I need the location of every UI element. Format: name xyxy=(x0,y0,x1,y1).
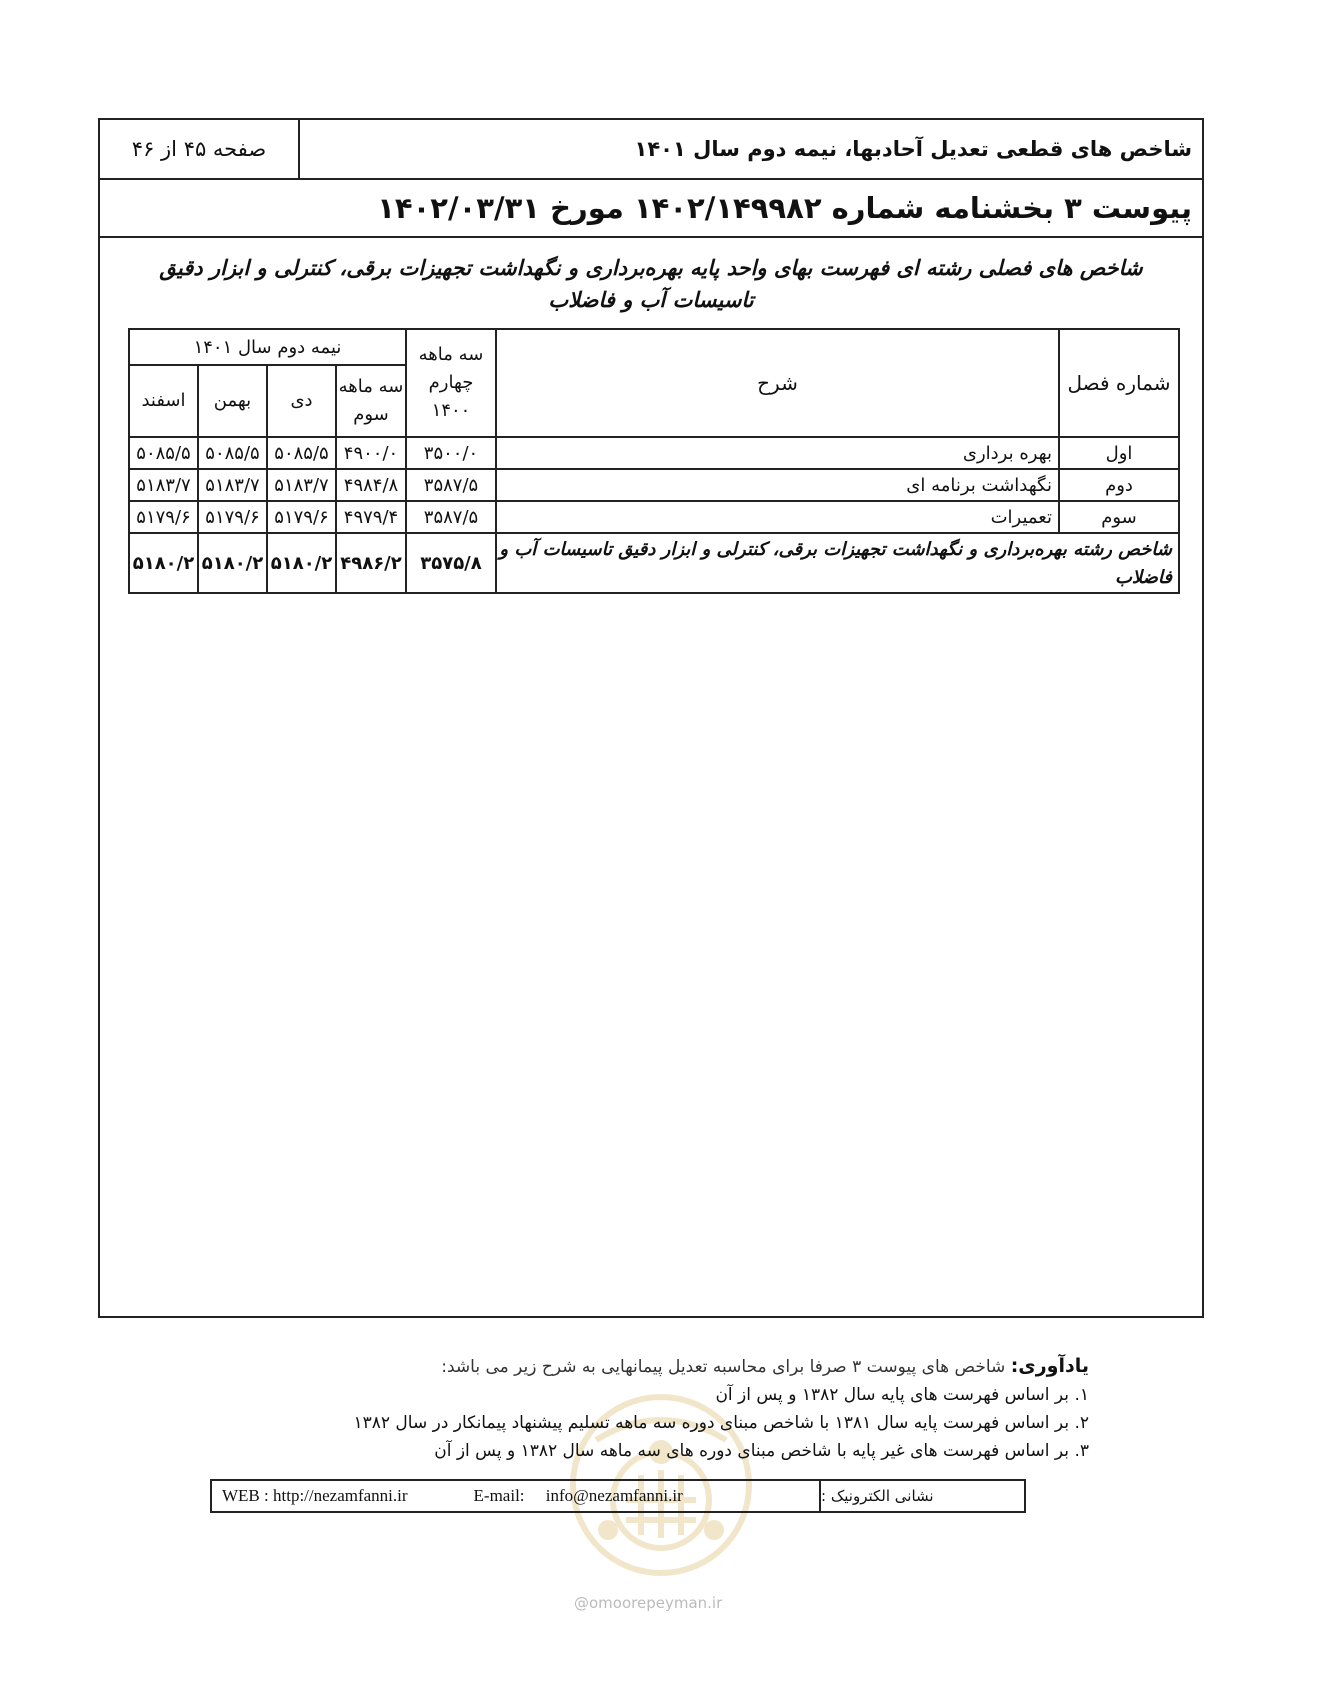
cell-esfand: ۵۱۸۳/۷ xyxy=(129,469,198,501)
header-esfand: اسفند xyxy=(129,365,198,437)
cell-q3: ۴۹۰۰/۰ xyxy=(336,437,406,469)
cell-q3: ۴۹۸۴/۸ xyxy=(336,469,406,501)
circular-title: پیوست ۳ بخشنامه شماره ۱۴۰۲/۱۴۹۹۸۲ مورخ ۱۴۰۲/۰۳/۳۱ xyxy=(100,180,1202,238)
cell-q4-1400: ۳۵۸۷/۵ xyxy=(406,469,496,501)
cell-dey: ۵۰۸۵/۵ xyxy=(267,437,336,469)
cell-dey: ۵۱۷۹/۶ xyxy=(267,501,336,533)
cell-chapter: دوم xyxy=(1059,469,1179,501)
cell-q4-1400: ۳۵۰۰/۰ xyxy=(406,437,496,469)
contact-box xyxy=(210,1479,1026,1513)
website-link[interactable]: WEB : http://nezamfanni.ir xyxy=(222,1486,408,1505)
watermark-site: @omoorepeyman.ir xyxy=(574,1594,723,1612)
header-chapter: شماره فصل xyxy=(1059,329,1179,437)
total-q4-1400: ۳۵۷۵/۸ xyxy=(406,533,496,593)
document-title: شاخص های قطعی تعدیل آحادبها، نیمه دوم سال ۱۴۰۱ xyxy=(634,137,1192,161)
cell-bahman: ۵۱۸۳/۷ xyxy=(198,469,267,501)
cell-bahman: ۵۰۸۵/۵ xyxy=(198,437,267,469)
cell-description: نگهداشت برنامه ای xyxy=(496,469,1059,501)
contact-links xyxy=(212,1481,819,1511)
header-q3: سه ماهه سوم xyxy=(336,365,406,437)
section-title-line2: تاسیسات آب و فاضلاب xyxy=(548,288,754,312)
table-row xyxy=(129,469,1179,501)
table-total-row xyxy=(129,533,1179,593)
notes-lead: یادآوری: xyxy=(1010,1355,1089,1377)
total-esfand: ۵۱۸۰/۲ xyxy=(129,533,198,593)
page-frame xyxy=(98,118,1204,1318)
table-header-row xyxy=(129,329,1179,365)
email-link[interactable]: info@nezamfanni.ir xyxy=(545,1486,683,1505)
email-label: E-mail: xyxy=(473,1486,525,1505)
notes-section xyxy=(269,1352,1089,1465)
notes-intro: شاخص های پیوست ۳ صرفا برای محاسبه تعدیل پیمانهایی به شرح زیر می باشد: xyxy=(441,1357,1006,1377)
email-group xyxy=(474,1486,683,1506)
section-title xyxy=(130,252,1172,316)
cell-dey: ۵۱۸۳/۷ xyxy=(267,469,336,501)
header-bahman: بهمن xyxy=(198,365,267,437)
cell-esfand: ۵۱۷۹/۶ xyxy=(129,501,198,533)
section-title-line1: شاخص های فصلی رشته ای فهرست بهای واحد پایه بهره‌برداری و نگهداشت تجهیزات برقی، کنترلی و ابزار دقیق xyxy=(159,256,1143,280)
note-item: ۳. بر اساس فهرست های غیر پایه با شاخص مبنای دوره های سه ماهه سال ۱۳۸۲ و پس از آن xyxy=(434,1441,1089,1461)
index-table-wrapper xyxy=(128,328,1180,594)
cell-chapter: سوم xyxy=(1059,501,1179,533)
cell-bahman: ۵۱۷۹/۶ xyxy=(198,501,267,533)
table-row xyxy=(129,501,1179,533)
cell-q3: ۴۹۷۹/۴ xyxy=(336,501,406,533)
header-dey: دی xyxy=(267,365,336,437)
total-dey: ۵۱۸۰/۲ xyxy=(267,533,336,593)
header-q4-1400: سه ماهه چهارم ۱۴۰۰ xyxy=(406,329,496,437)
header-half-1401: نیمه دوم سال ۱۴۰۱ xyxy=(129,329,406,365)
total-q3: ۴۹۸۶/۲ xyxy=(336,533,406,593)
total-description: شاخص رشته بهره‌برداری و نگهداشت تجهیزات برقی، کنترلی و ابزار دقیق تاسیسات آب و فاضلاب xyxy=(496,533,1179,593)
contact-label: نشانی الکترونیک : xyxy=(819,1481,1024,1511)
note-item: ۲. بر اساس فهرست پایه سال ۱۳۸۱ با شاخص مبنای دوره سه ماهه تسلیم پیشنهاد پیمانکار در سال ۱۳۸۲ xyxy=(353,1413,1089,1433)
cell-chapter: اول xyxy=(1059,437,1179,469)
total-bahman: ۵۱۸۰/۲ xyxy=(198,533,267,593)
cell-q4-1400: ۳۵۸۷/۵ xyxy=(406,501,496,533)
cell-description: تعمیرات xyxy=(496,501,1059,533)
note-item: ۱. بر اساس فهرست های پایه سال ۱۳۸۲ و پس از آن xyxy=(715,1385,1089,1405)
cell-esfand: ۵۰۸۵/۵ xyxy=(129,437,198,469)
index-table xyxy=(128,328,1180,594)
header-description: شرح xyxy=(496,329,1059,437)
header-row xyxy=(100,120,1202,180)
cell-description: بهره برداری xyxy=(496,437,1059,469)
page-number: صفحه ۴۵ از ۴۶ xyxy=(100,120,300,178)
table-row xyxy=(129,437,1179,469)
